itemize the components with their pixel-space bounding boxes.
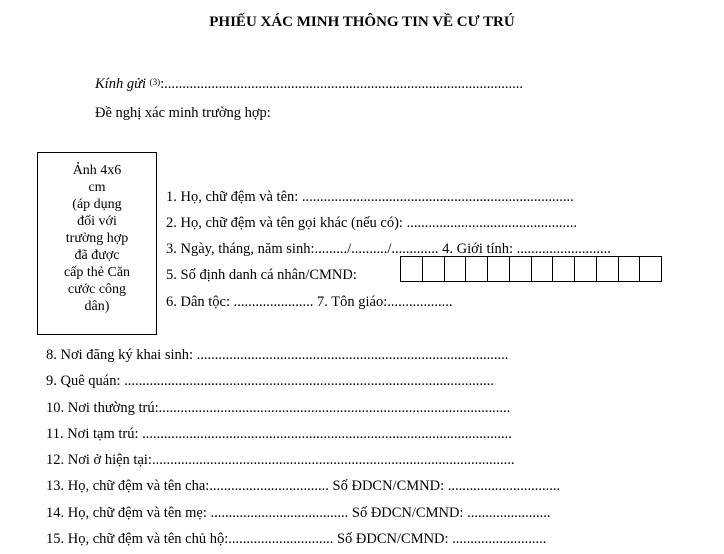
id-digit-cell [422, 256, 445, 282]
id-digit-cell [509, 256, 532, 282]
photo-box: Ảnh 4x6 cm (áp dụng đối với trường hợp đã được cấp thẻ Căn cước công dân) [37, 152, 157, 335]
id-digit-cell [444, 256, 467, 282]
id-digit-cell [639, 256, 662, 282]
id-digit-cell [574, 256, 597, 282]
id-digit-cell [552, 256, 575, 282]
field-8: 8. Nơi đăng ký khai sinh: ...................................................................................... [46, 347, 509, 363]
id-digit-cell [400, 256, 423, 282]
id-digit-cell [531, 256, 554, 282]
field-5: 5. Số định danh cá nhân/CMND: [166, 267, 357, 283]
addressee-label: Kính gửi [95, 76, 147, 92]
field-14: 14. Họ, chữ đệm và tên mẹ: ...................................... Số ĐDCN/CMND: ....................... [46, 505, 551, 521]
id-digit-cell [596, 256, 619, 282]
field-10: 10. Nơi thường trú:................................................................................................. [46, 400, 511, 416]
field-9: 9. Quê quán: ...................................................................................................... [46, 373, 494, 389]
addressee-line [95, 75, 523, 93]
request-line: Đề nghị xác minh trường hợp: [95, 105, 271, 121]
field-1: 1. Họ, chữ đệm và tên: ........................................................................... [166, 189, 574, 205]
addressee-dots: :................................................................................................... [160, 76, 524, 92]
field-2: 2. Họ, chữ đệm và tên gọi khác (nếu có): ............................................... [166, 215, 577, 231]
form-title: PHIẾU XÁC MINH THÔNG TIN VỀ CƯ TRÚ [209, 14, 515, 30]
field-15: 15. Họ, chữ đệm và tên chủ hộ:............................. Số ĐDCN/CMND: .......................... [46, 531, 547, 547]
field-3-4: 3. Ngày, tháng, năm sinh:........./........../............. 4. Giới tính: .......................... [166, 241, 611, 257]
id-number-boxes [400, 256, 662, 282]
id-digit-cell [618, 256, 641, 282]
id-digit-cell [465, 256, 488, 282]
field-6-7: 6. Dân tộc: ...................... 7. Tôn giáo:.................. [166, 294, 453, 310]
field-13: 13. Họ, chữ đệm và tên cha:................................. Số ĐDCN/CMND: ............................... [46, 478, 561, 494]
id-digit-cell [487, 256, 510, 282]
field-12: 12. Nơi ở hiện tại:.................................................................................................... [46, 452, 515, 468]
field-11: 11. Nơi tạm trú: ...................................................................................................... [46, 426, 512, 442]
footnote-ref: (3) [149, 77, 161, 87]
